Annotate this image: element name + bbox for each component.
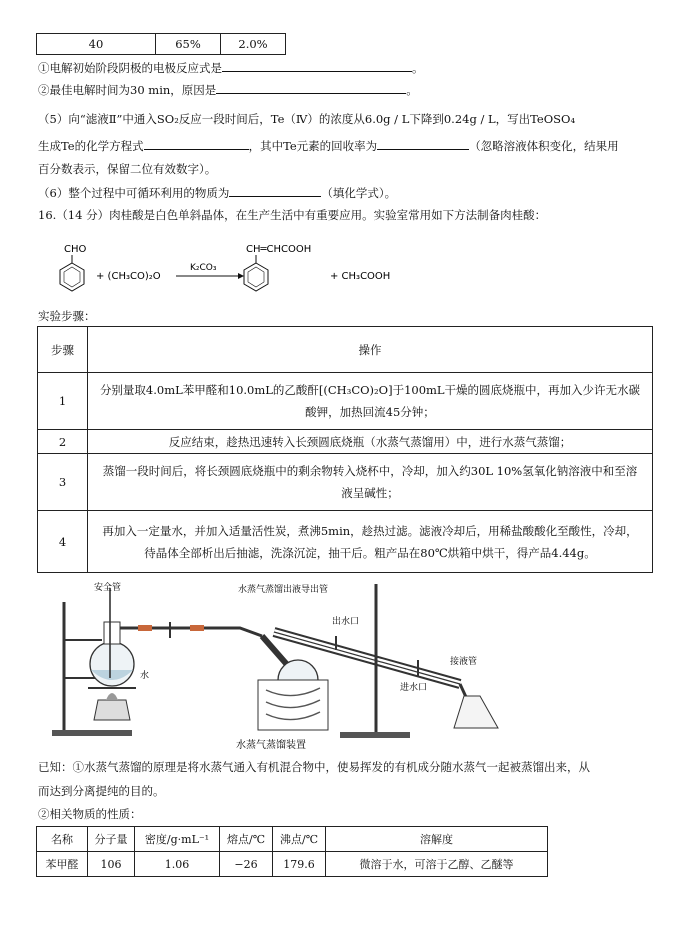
question-2-text: ②最佳电解时间为30 min，原因是 xyxy=(38,83,217,97)
cinnamic-acid-structure xyxy=(244,244,311,291)
question-1-text: ①电解初始阶段阴极的电极反应式是 xyxy=(38,61,222,75)
question-6-text: （6）整个过程中可循环利用的物质为 xyxy=(38,186,230,200)
steps-row-4 xyxy=(38,511,653,573)
steps-table xyxy=(37,326,653,573)
question-5-text-c: （忽略溶液体积变化，结果用 xyxy=(469,139,619,153)
top-cell-2: 65% xyxy=(156,34,221,55)
answer-blank-recovery[interactable] xyxy=(377,138,469,150)
answer-blank-1[interactable] xyxy=(222,60,412,72)
steps-header-step: 步骤 xyxy=(38,327,88,373)
prop-solubility: 微溶于水，可溶于乙醇、乙醚等 xyxy=(326,852,548,877)
step-number-3: 3 xyxy=(38,454,88,511)
receiver-label: 接液管 xyxy=(450,657,478,667)
question-2: ②最佳电解时间为30 min，原因是 。 xyxy=(38,83,418,97)
prop-header-bp: 沸点/℃ xyxy=(273,827,326,852)
water-label: 水 xyxy=(140,671,150,681)
steps-header-row xyxy=(38,327,653,373)
prop-name: 苯甲醛 xyxy=(37,852,88,877)
prop-header-mp: 熔点/℃ xyxy=(220,827,273,852)
prop-header-solubility: 溶解度 xyxy=(326,827,548,852)
reactant-anhydride: + (CH₃CO)₂O xyxy=(96,271,161,282)
question-1: ①电解初始阶段阴极的电极反应式是 。 xyxy=(38,61,424,75)
known-line-3: ②相关物质的性质： xyxy=(38,807,142,821)
top-cell-1: 40 xyxy=(37,34,156,55)
flame-icon xyxy=(106,693,118,700)
steps-title: 实验步骤： xyxy=(38,309,96,323)
reaction-scheme xyxy=(38,236,418,292)
safety-tube-label: 安全管 xyxy=(94,583,122,593)
catalyst-label: K₂CO₃ xyxy=(190,263,217,273)
top-cell-3: 2.0% xyxy=(221,34,286,55)
benzaldehyde-structure xyxy=(60,244,87,291)
properties-row-benzaldehyde xyxy=(37,852,548,877)
top-data-table xyxy=(36,33,286,55)
question-6-tail: （填化学式）。 xyxy=(321,186,397,200)
step-operation-3: 蒸馏一段时间后，将长颈圆底烧瓶中的剩余物转入烧杯中，冷却，加入约30L 10%氢氧化钠溶液中和至溶液呈碱性； xyxy=(88,454,653,511)
answer-blank-2[interactable] xyxy=(216,82,406,94)
apparatus-caption: 水蒸气蒸馏装置 xyxy=(236,740,306,751)
known-line-2: 而达到分离提纯的目的。 xyxy=(38,784,165,798)
steps-row-1 xyxy=(38,373,653,430)
steam-distillation-apparatus xyxy=(40,580,540,752)
prop-density: 1.06 xyxy=(135,852,220,877)
step-number-4: 4 xyxy=(38,511,88,573)
water-out-label: 出水口 xyxy=(332,617,360,627)
step-operation-1: 分别量取4.0mL苯甲醛和10.0mL的乙酸酐[(CH₃CO)₂O]于100mL干燥的圆底烧瓶中，再加入少许无水碳酸钾，加热回流45分钟； xyxy=(88,373,653,430)
product-group-label: CH═CHCOOH xyxy=(246,244,312,255)
question-5-line-2 xyxy=(38,138,619,154)
question-16: 16.（14 分）肉桂酸是白色单斜晶体，在生产生活中有重要应用。实验室常用如下方法制备肉桂酸： xyxy=(38,208,547,222)
prop-mp: −26 xyxy=(220,852,273,877)
prop-header-mw: 分子量 xyxy=(88,827,135,852)
prop-header-density: 密度/g·mL⁻¹ xyxy=(135,827,220,852)
step-operation-4: 再加入一定量水，并加入适量活性炭，煮沸5min，趁热过滤。滤液冷却后，用稀盐酸酸化至酸性，冷却，待晶体全部析出后抽滤，洗涤沉淀，抽干后。粗产品在80℃烘箱中烘干，得产品4.44g。 xyxy=(88,511,653,573)
water-in-label: 进水口 xyxy=(400,683,428,693)
known-line-1: 已知：①水蒸气蒸馏的原理是将水蒸气通入有机混合物中，使易挥发的有机成分随水蒸气一起被蒸馏出来，从 xyxy=(38,760,590,774)
answer-blank-6[interactable] xyxy=(229,185,321,197)
step-number-2: 2 xyxy=(38,430,88,454)
reactant-group-label: CHO xyxy=(64,244,87,255)
wood-block xyxy=(258,680,328,730)
question-5-line-3: 百分数表示，保留二位有效数字）。 xyxy=(38,162,217,176)
steps-row-2 xyxy=(38,430,653,454)
receiving-flask xyxy=(454,696,498,728)
properties-header-row xyxy=(37,827,548,852)
question-6 xyxy=(38,185,396,201)
answer-blank-equation[interactable] xyxy=(144,138,249,150)
outlet-tube-label: 水蒸气蒸馏出液导出管 xyxy=(238,585,329,595)
steps-header-operation: 操作 xyxy=(88,327,653,373)
steps-row-3 xyxy=(38,454,653,511)
byproduct-acetic-acid: + CH₃COOH xyxy=(330,271,391,282)
question-5-line-1: （5）向“滤液Ⅱ”中通入SO₂反应一段时间后，Te（Ⅳ）的浓度从6.0g / L下降到0.24g / L，写出TeOSO₄ xyxy=(38,112,576,126)
properties-table xyxy=(36,826,548,877)
prop-bp: 179.6 xyxy=(273,852,326,877)
step-number-1: 1 xyxy=(38,373,88,430)
step-operation-2: 反应结束，趁热迅速转入长颈圆底烧瓶（水蒸气蒸馏用）中，进行水蒸气蒸馏； xyxy=(88,430,653,454)
prop-mw: 106 xyxy=(88,852,135,877)
question-5-text-b: ，其中Te元素的回收率为 xyxy=(248,139,378,153)
question-5-text-a: 生成Te的化学方程式 xyxy=(38,139,144,153)
prop-header-name: 名称 xyxy=(37,827,88,852)
